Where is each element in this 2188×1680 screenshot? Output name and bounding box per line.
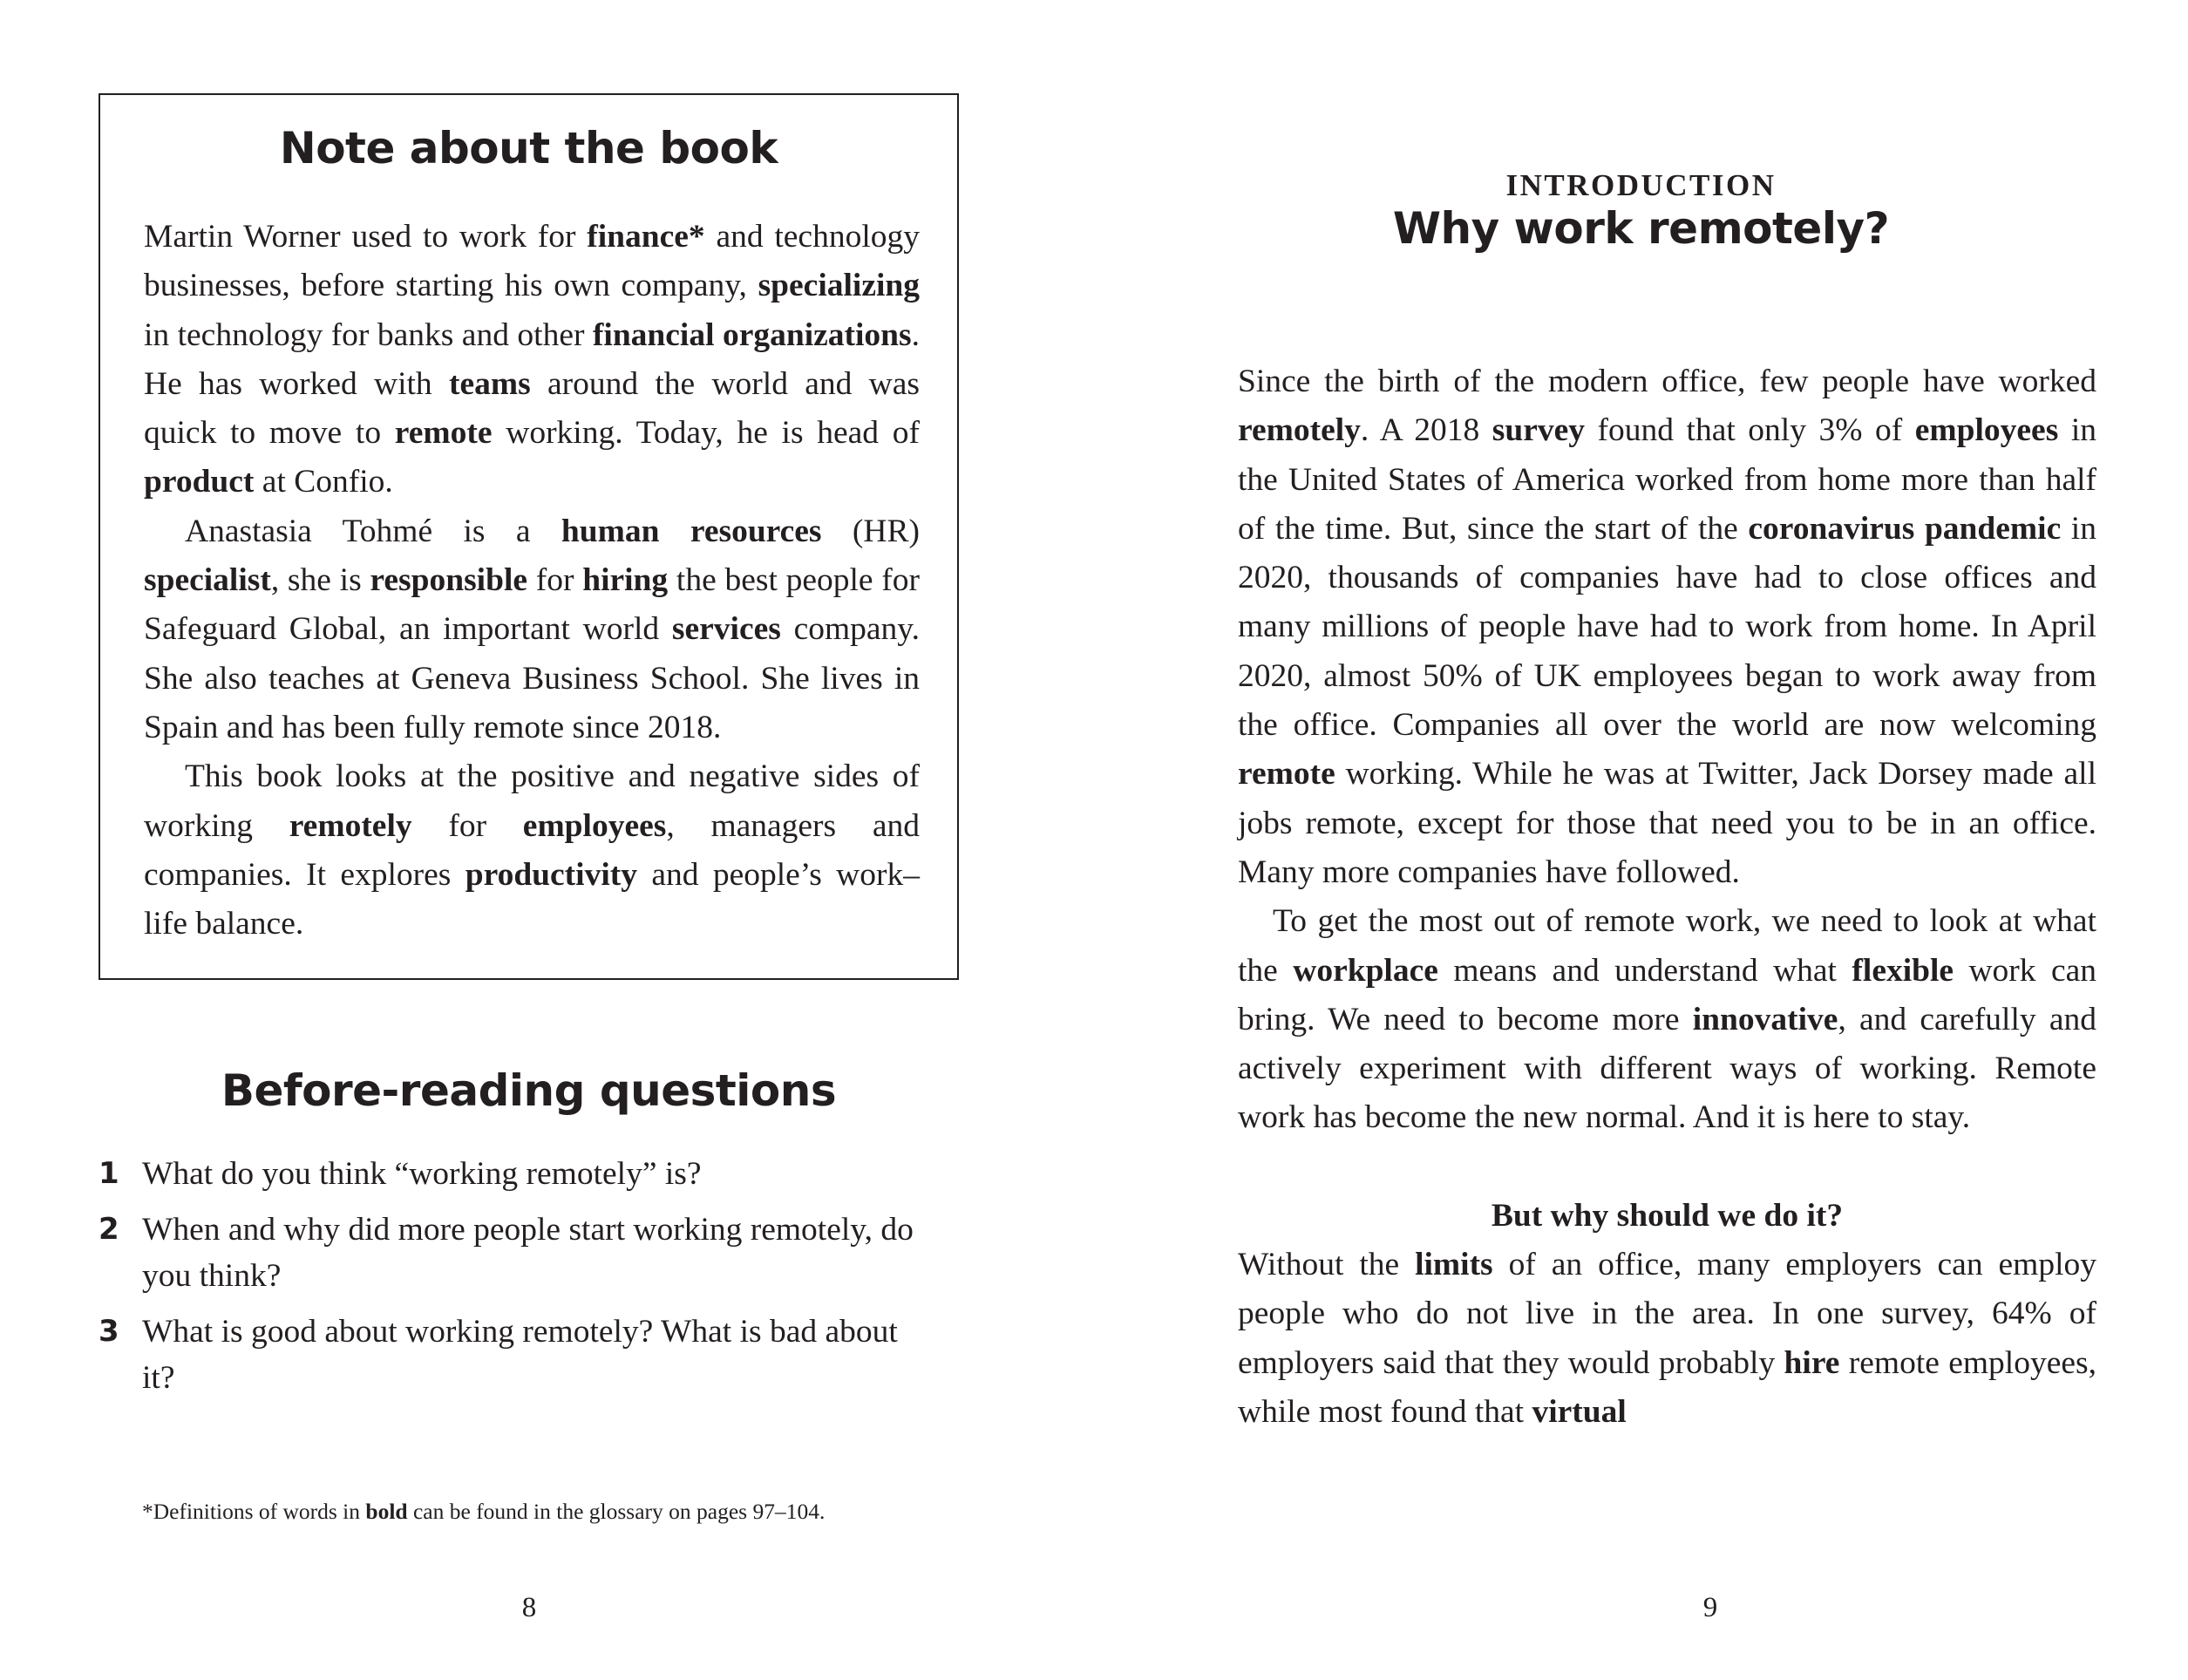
bold-term: finance* <box>587 219 705 255</box>
bold-term: flexible <box>1852 952 1954 989</box>
bold-term: innovative <box>1692 1001 1838 1037</box>
bold-term: productivity <box>465 856 637 893</box>
bold-term: human resources <box>561 513 822 549</box>
note-about-book-box <box>99 93 959 980</box>
note-paragraph: Martin Worner used to work for finance* and technology businesses, before starting his own company, specializing in technology for banks and other financial organizations. He has worked with teams around the world and was quick to move to remote working. Today, he is head of product at Confio. <box>144 219 920 500</box>
bold-term: responsible <box>370 562 528 599</box>
question-number: 3 <box>99 1314 119 1349</box>
question-item <box>99 1207 927 1299</box>
bold-term: remotely <box>1238 412 1361 449</box>
bold-term: remotely <box>289 807 412 844</box>
note-body <box>144 213 920 949</box>
section-subheading: But why should we do it? <box>1491 1197 1844 1234</box>
body-paragraph: To get the most out of remote work, we need to look at what the workplace means and understand what flexible work can bring. We need to become more innovative, and carefully and actively experiment with different ways of working. Remote work has become the new normal. And it is here to stay. <box>1238 903 2096 1136</box>
bold-term: virtual <box>1532 1393 1627 1430</box>
bold-term: survey <box>1492 412 1586 449</box>
bold-term: employees <box>1914 412 2059 449</box>
note-paragraph: Anastasia Tohmé is a human resources (HR) specialist, she is responsible for hiring the best people for Safeguard Global, an important world services company. She also teaches at Geneva Business School. She lives in Spain and has been fully remote since 2018. <box>144 513 921 745</box>
bold-term: product <box>144 464 255 500</box>
bold-term: specialist <box>144 562 271 599</box>
note-paragraph: This book looks at the positive and negative sides of working remotely for employees, managers and companies. It explores productivity and people’s work–life balance. <box>144 758 920 942</box>
question-number: 1 <box>99 1156 119 1191</box>
right-page <box>1094 0 2188 1680</box>
bold-term: bold <box>365 1499 408 1524</box>
introduction-body <box>1238 357 2096 1437</box>
bold-term: workplace <box>1293 952 1438 989</box>
bold-term: specializing <box>758 268 920 304</box>
body-paragraph: Without the limits of an office, many employers can employ people who do not live in the area. In one survey, 64% of employers said that they would probably hire remote employees, while most found that virtual <box>1238 1247 2096 1430</box>
bold-term: remote <box>1238 756 1335 792</box>
before-reading-title: Before-reading questions <box>221 1065 837 1116</box>
chapter-title: Why work remotely? <box>1392 203 1890 254</box>
question-item <box>99 1151 927 1197</box>
question-text: What is good about working remotely? What is bad about it? <box>142 1314 898 1396</box>
bold-term: services <box>671 611 781 648</box>
bold-term: teams <box>448 365 531 402</box>
glossary-footnote: *Definitions of words in bold can be found in the glossary on pages 97–104. <box>142 1499 826 1524</box>
bold-term: financial organizations <box>592 316 912 353</box>
chapter-label: INTRODUCTION <box>1505 168 1777 202</box>
note-title: Note about the book <box>279 123 778 173</box>
body-paragraph: Since the birth of the modern office, few people have worked remotely. A 2018 survey found that only 3% of employees in the United States of America worked from home more than half of the time. But, since the start of the coronavirus pandemic in 2020, thousands of companies have had to close offices and many millions of people have had to work from home. In April 2020, almost 50% of UK employees began to work away from the office. Companies all over the world are now welcoming remote working. While he was at Twitter, Jack Dorsey made all jobs remote, except for those that need you to be in an office. Many more companies have followed. <box>1238 364 2096 890</box>
bold-term: employees <box>522 807 667 844</box>
question-number: 2 <box>99 1212 119 1247</box>
bold-term: limits <box>1415 1247 1493 1283</box>
question-item <box>99 1309 927 1401</box>
page-number: 9 <box>1702 1592 1718 1623</box>
question-text: What do you think “working remotely” is? <box>142 1156 702 1192</box>
bold-term: hire <box>1784 1344 1840 1381</box>
bold-term: hiring <box>582 562 669 599</box>
bold-term: remote <box>394 415 493 452</box>
page-number: 8 <box>521 1592 537 1623</box>
questions-list <box>99 1151 927 1411</box>
bold-term: coronavirus pandemic <box>1748 510 2062 547</box>
question-text: When and why did more people start working remotely, do you think? <box>142 1212 914 1294</box>
